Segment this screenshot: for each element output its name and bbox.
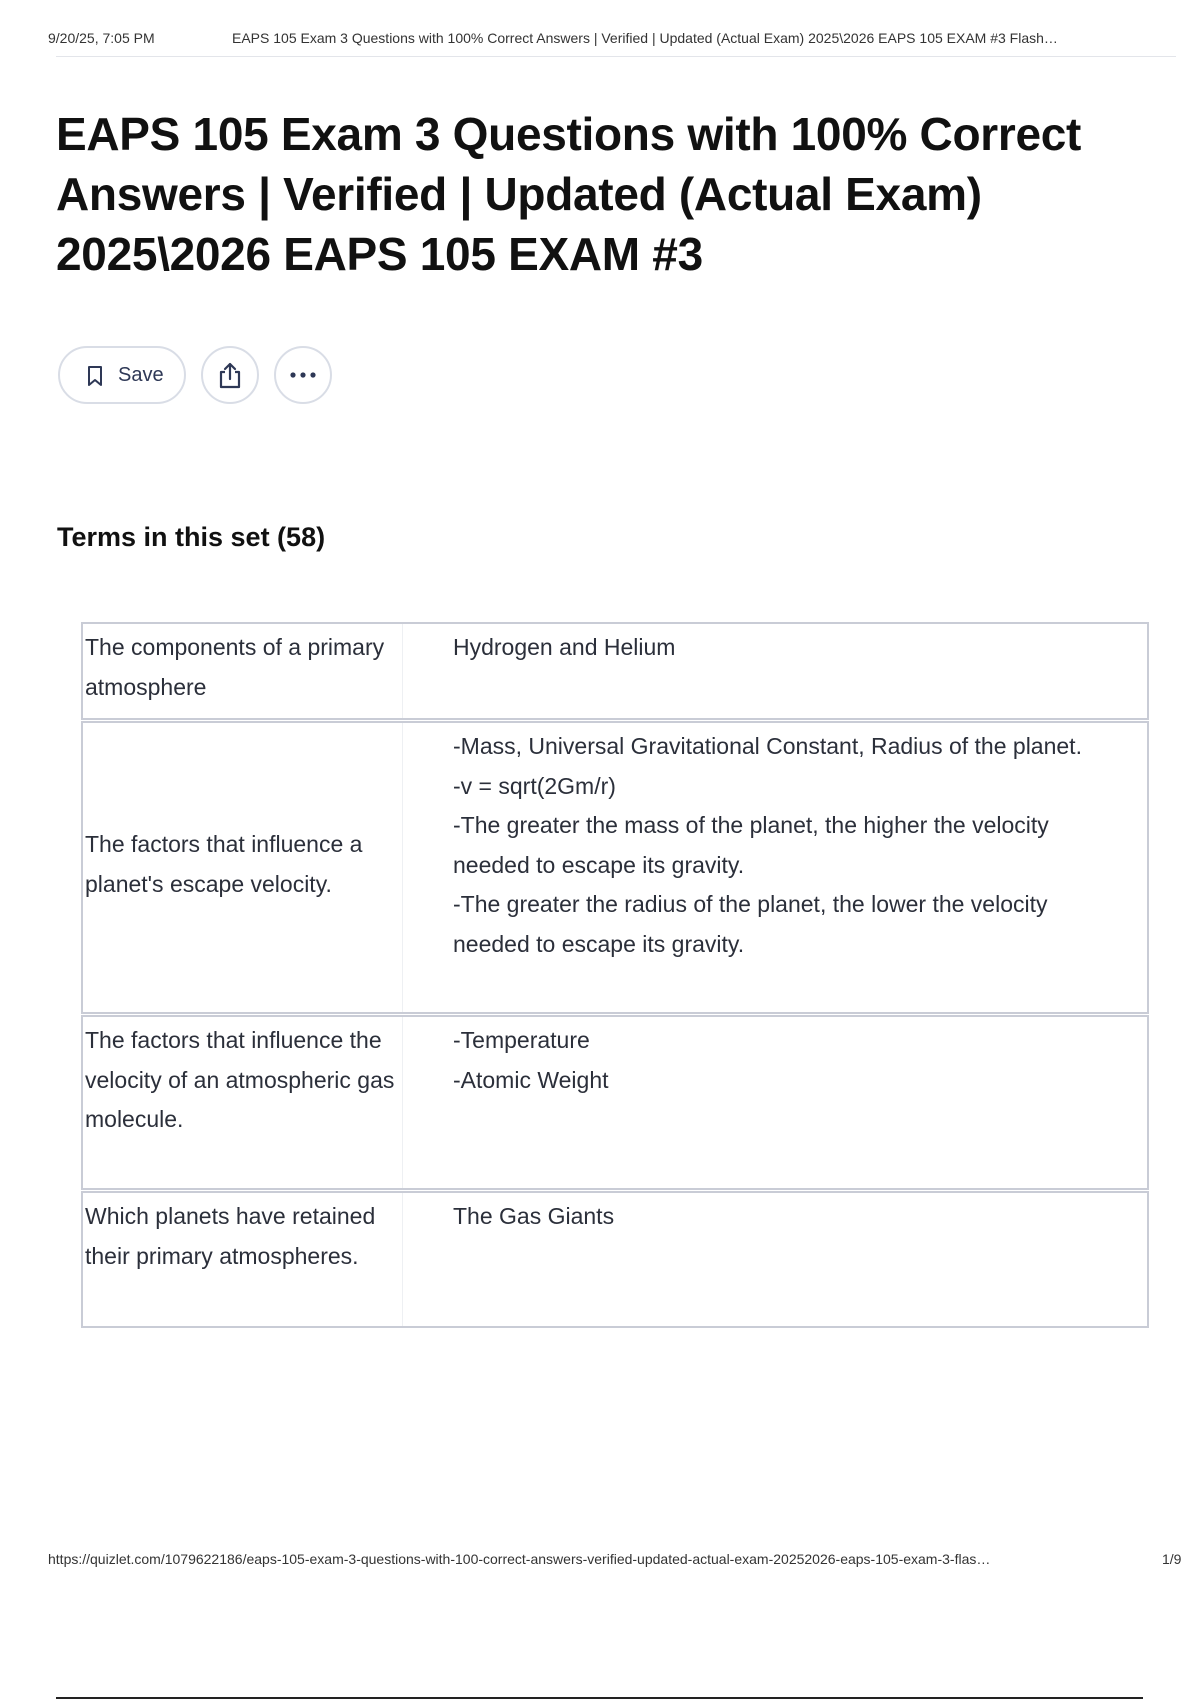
page-number: 1/9	[1162, 1551, 1182, 1567]
definition-text: Hydrogen and Helium	[453, 634, 676, 660]
term-text: The components of a primary atmosphere	[83, 624, 403, 718]
term-row	[81, 622, 1149, 720]
bookmark-icon	[85, 365, 105, 387]
terms-table	[81, 622, 1149, 1329]
print-date: 9/20/25, 7:05 PM	[48, 30, 155, 46]
more-options-button[interactable]	[274, 346, 332, 404]
print-url: https://quizlet.com/1079622186/eaps-105-exam-3-questions-with-100-correct-answers-verified-updated-actual-exam-20252026-eaps-105-exam-3-flas…	[48, 1551, 991, 1567]
print-header	[48, 28, 1178, 52]
term-text: The factors that influence the velocity of an atmospheric gas molecule.	[83, 1017, 403, 1188]
page-bottom-divider	[56, 1697, 1143, 1699]
share-icon	[217, 361, 243, 389]
save-button[interactable]	[58, 346, 186, 404]
print-document-title: EAPS 105 Exam 3 Questions with 100% Correct Answers | Verified | Updated (Actual Exam) 2025\2026 EAPS 105 EXAM #3 Flash…	[232, 30, 1058, 46]
term-row	[81, 1191, 1149, 1328]
terms-heading: Terms in this set (58)	[57, 522, 326, 552]
page-title: EAPS 105 Exam 3 Questions with 100% Correct Answers | Verified | Updated (Actual Exam) 2025\2026 EAPS 105 EXAM #3	[56, 108, 1082, 280]
term-text: Which planets have retained their primary atmospheres.	[83, 1193, 403, 1326]
definition-text: -Mass, Universal Gravitational Constant, Radius of the planet. -v = sqrt(2Gm/r) -The greater the mass of the planet, the higher the velocity needed to escape its gravity. -The greater the radius of the planet, the lower the velocity needed to escape its gravity.	[453, 733, 1082, 957]
definition-text: -Temperature -Atomic Weight	[453, 1027, 609, 1093]
term-row	[81, 721, 1149, 1014]
share-button[interactable]	[201, 346, 259, 404]
term-text: The factors that influence a planet's escape velocity.	[83, 723, 403, 1012]
more-options-icon	[290, 372, 316, 378]
term-row	[81, 1015, 1149, 1190]
definition-text: The Gas Giants	[453, 1203, 615, 1229]
save-button-label: Save	[118, 364, 164, 386]
header-divider	[56, 56, 1176, 57]
